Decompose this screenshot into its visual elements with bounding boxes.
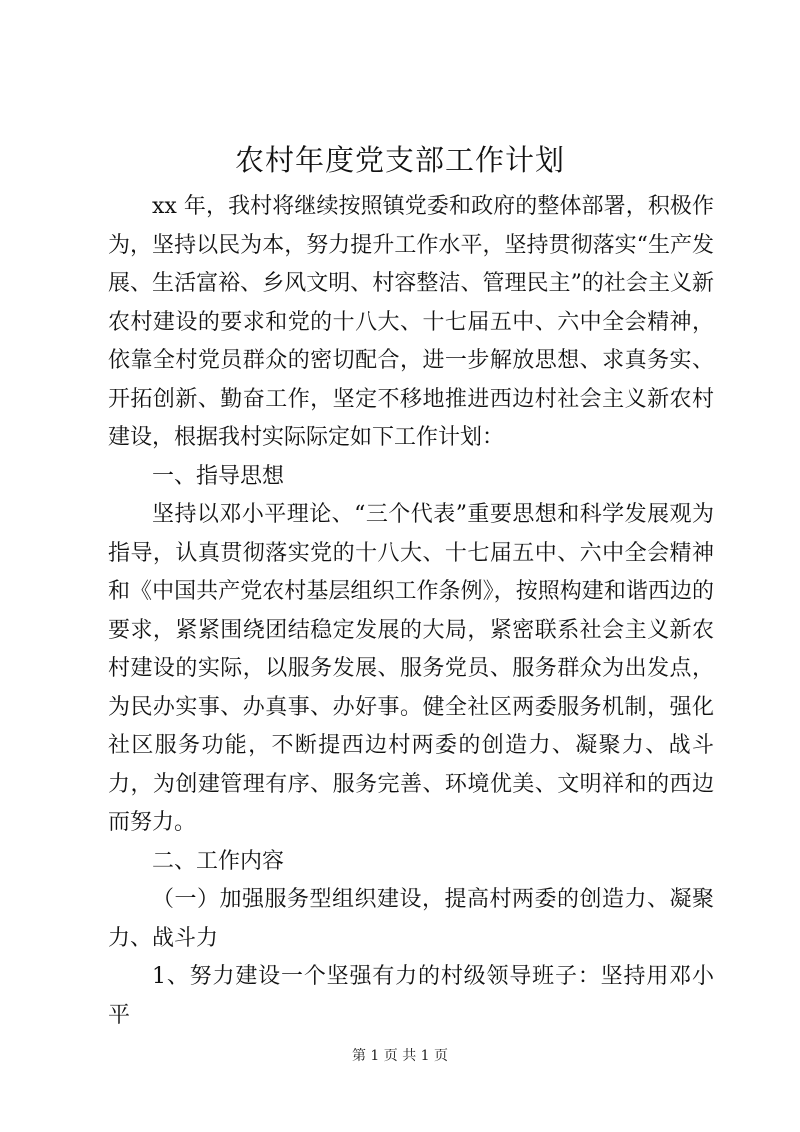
section-heading-work-content: 二、工作内容 (152, 848, 285, 874)
subsection-heading-1: （一）加强服务型组织建设，提高村两委的创造力、凝聚力、战斗力 (108, 887, 714, 951)
section-heading-guiding-ideology: 一、指导思想 (152, 463, 285, 489)
guiding-ideology-paragraph: 坚持以邓小平理论、“三个代表”重要思想和科学发展观为指导，认真贯彻落实党的十八大、十七届五中、六中全会精神和《中国共产党农村基层组织工作条例》，按照构建和谐西边的要求，紧紧围绕团结稳定发展的大局，紧密联系社会主义新农村建设的实际，以服务发展、服务党员、服务群众为出发点，为民办实事、办真事、办好事。健全社区两委服务机制，强化社区服务功能，不断提西边村两委的创造力、凝聚力、战斗力，为创建管理有序、服务完善、环境优美、文明祥和的西边而努力。 (108, 502, 714, 835)
document-body (108, 188, 714, 1035)
document-title: 农村年度党支部工作计划 (234, 143, 565, 177)
page-footer: 第 1 页 共 1 页 (351, 1048, 449, 1064)
item-1-paragraph: 1、努力建设一个坚强有力的村级领导班子：坚持用邓小平 (108, 964, 714, 1028)
intro-paragraph: xx 年，我村将继续按照镇党委和政府的整体部署，积极作为，坚持以民为本，努力提升工作水平，坚持贯彻落实“生产发展、生活富裕、乡风文明、村容整洁、管理民主”的社会主义新农村建设的要求和党的十八大、十七届五中、六中全会精神，依靠全村党员群众的密切配合，进一步解放思想、求真务实、开拓创新、勤奋工作，坚定不移地推进西边村社会主义新农村建设，根据我村实际际定如下工作计划： (108, 194, 714, 450)
